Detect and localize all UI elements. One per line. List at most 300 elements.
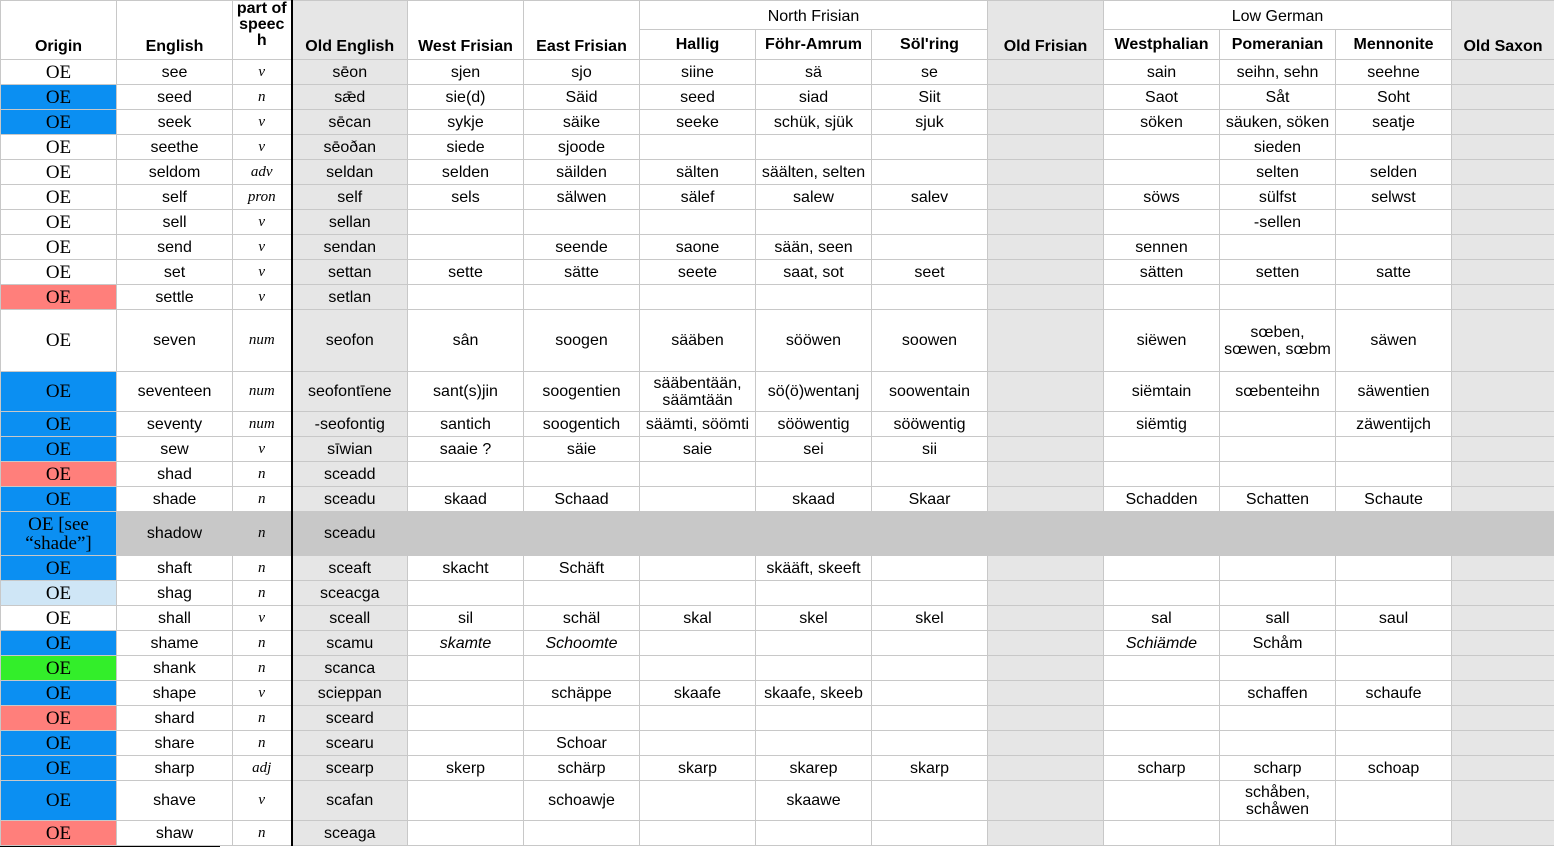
cell-mennonite[interactable] — [1336, 781, 1452, 821]
cell-westphalian[interactable]: sennen — [1104, 235, 1220, 260]
table-row[interactable] — [1, 581, 1554, 606]
cell-solring[interactable]: salev — [872, 185, 988, 210]
cell-english[interactable]: sharp — [117, 756, 233, 781]
col-pomeranian[interactable]: Pomeranian — [1220, 30, 1336, 60]
cell-old-english[interactable]: scamu — [292, 631, 408, 656]
cell-east-frisian[interactable]: sätte — [524, 260, 640, 285]
cell-westphalian[interactable]: Schiämde — [1104, 631, 1220, 656]
cell-westphalian[interactable]: siëmtig — [1104, 412, 1220, 437]
cell-east-frisian[interactable] — [524, 512, 640, 556]
cell-east-frisian[interactable] — [524, 706, 640, 731]
cell-old-saxon[interactable] — [1452, 487, 1554, 512]
cell-east-frisian[interactable] — [524, 821, 640, 846]
cell-westphalian[interactable] — [1104, 135, 1220, 160]
table-row[interactable] — [1, 731, 1554, 756]
cell-west-frisian[interactable]: saaie ? — [408, 437, 524, 462]
cell-hallig[interactable]: säämti, söömti — [640, 412, 756, 437]
cell-solring[interactable]: sjuk — [872, 110, 988, 135]
cell-english[interactable]: seed — [117, 85, 233, 110]
cell-westphalian[interactable] — [1104, 681, 1220, 706]
cell-old-frisian[interactable] — [988, 185, 1104, 210]
cell-old-saxon[interactable] — [1452, 756, 1554, 781]
cell-mennonite[interactable] — [1336, 512, 1452, 556]
cell-origin[interactable]: OE — [1, 781, 117, 821]
col-origin[interactable]: Origin — [1, 1, 117, 60]
cell-westphalian[interactable] — [1104, 556, 1220, 581]
cell-pomeranian[interactable] — [1220, 556, 1336, 581]
cell-mennonite[interactable] — [1336, 581, 1452, 606]
cell-old-english[interactable]: sceadd — [292, 462, 408, 487]
cell-old-saxon[interactable] — [1452, 210, 1554, 235]
cell-old-frisian[interactable] — [988, 60, 1104, 85]
cell-old-frisian[interactable] — [988, 135, 1104, 160]
table-row[interactable] — [1, 656, 1554, 681]
cell-origin[interactable]: OE — [1, 756, 117, 781]
cell-west-frisian[interactable]: sie(d) — [408, 85, 524, 110]
cell-pomeranian[interactable]: säuken, söken — [1220, 110, 1336, 135]
cell-hallig[interactable] — [640, 512, 756, 556]
cell-part-of-speech[interactable]: v — [233, 781, 292, 821]
cell-origin[interactable]: OE — [1, 487, 117, 512]
cell-east-frisian[interactable]: schärp — [524, 756, 640, 781]
cell-pomeranian[interactable]: sœbenteihn — [1220, 372, 1336, 412]
cell-east-frisian[interactable] — [524, 656, 640, 681]
cell-fohr-amrum[interactable] — [756, 821, 872, 846]
cell-hallig[interactable] — [640, 631, 756, 656]
cell-hallig[interactable]: saie — [640, 437, 756, 462]
cell-old-frisian[interactable] — [988, 110, 1104, 135]
table-row[interactable] — [1, 235, 1554, 260]
cell-westphalian[interactable] — [1104, 581, 1220, 606]
cell-solring[interactable] — [872, 210, 988, 235]
cell-part-of-speech[interactable]: v — [233, 285, 292, 310]
cell-part-of-speech[interactable]: n — [233, 581, 292, 606]
cell-english[interactable]: shaft — [117, 556, 233, 581]
cell-pomeranian[interactable]: Schatten — [1220, 487, 1336, 512]
cell-mennonite[interactable]: Soht — [1336, 85, 1452, 110]
table-row[interactable] — [1, 185, 1554, 210]
cell-pomeranian[interactable]: setten — [1220, 260, 1336, 285]
cell-english[interactable]: seventeen — [117, 372, 233, 412]
cell-english[interactable]: shard — [117, 706, 233, 731]
cell-english[interactable]: see — [117, 60, 233, 85]
cell-pomeranian[interactable] — [1220, 512, 1336, 556]
cell-solring[interactable]: sööwentig — [872, 412, 988, 437]
cell-east-frisian[interactable]: Schaad — [524, 487, 640, 512]
cell-solring[interactable] — [872, 706, 988, 731]
cell-origin[interactable]: OE — [1, 285, 117, 310]
cell-mennonite[interactable]: schoap — [1336, 756, 1452, 781]
cell-westphalian[interactable]: söken — [1104, 110, 1220, 135]
cell-east-frisian[interactable]: sälwen — [524, 185, 640, 210]
cell-old-frisian[interactable] — [988, 85, 1104, 110]
cell-old-saxon[interactable] — [1452, 821, 1554, 846]
cell-old-english[interactable]: sēcan — [292, 110, 408, 135]
cell-origin[interactable]: OE — [1, 437, 117, 462]
col-old-saxon[interactable]: Old Saxon — [1452, 1, 1554, 60]
cell-hallig[interactable]: skal — [640, 606, 756, 631]
cell-old-english[interactable]: sēoðan — [292, 135, 408, 160]
cell-west-frisian[interactable]: sân — [408, 310, 524, 372]
cell-west-frisian[interactable] — [408, 462, 524, 487]
col-westphalian[interactable]: Westphalian — [1104, 30, 1220, 60]
cell-pomeranian[interactable] — [1220, 706, 1336, 731]
cell-hallig[interactable]: siine — [640, 60, 756, 85]
table-row[interactable] — [1, 60, 1554, 85]
cell-old-saxon[interactable] — [1452, 135, 1554, 160]
cell-origin[interactable]: OE — [1, 310, 117, 372]
cell-old-english[interactable]: sellan — [292, 210, 408, 235]
cell-pomeranian[interactable] — [1220, 412, 1336, 437]
cell-fohr-amrum[interactable]: sö(ö)wentanj — [756, 372, 872, 412]
cell-solring[interactable]: soowen — [872, 310, 988, 372]
cell-english[interactable]: self — [117, 185, 233, 210]
cell-old-frisian[interactable] — [988, 437, 1104, 462]
cell-mennonite[interactable] — [1336, 706, 1452, 731]
cell-fohr-amrum[interactable] — [756, 656, 872, 681]
cell-westphalian[interactable]: siëmtain — [1104, 372, 1220, 412]
cell-hallig[interactable] — [640, 731, 756, 756]
cell-fohr-amrum[interactable]: salew — [756, 185, 872, 210]
cell-mennonite[interactable]: säwentien — [1336, 372, 1452, 412]
cell-mennonite[interactable]: selden — [1336, 160, 1452, 185]
cell-solring[interactable]: Siit — [872, 85, 988, 110]
cell-hallig[interactable]: sääbentään, säämtään — [640, 372, 756, 412]
cell-old-english[interactable]: scearp — [292, 756, 408, 781]
cell-east-frisian[interactable]: soogen — [524, 310, 640, 372]
table-row[interactable] — [1, 706, 1554, 731]
cell-origin[interactable]: OE — [1, 731, 117, 756]
cell-east-frisian[interactable]: soogentien — [524, 372, 640, 412]
cell-english[interactable]: shave — [117, 781, 233, 821]
cell-english[interactable]: shank — [117, 656, 233, 681]
cell-origin[interactable]: OE — [1, 821, 117, 846]
cell-east-frisian[interactable]: sjo — [524, 60, 640, 85]
cell-east-frisian[interactable]: seende — [524, 235, 640, 260]
cell-westphalian[interactable]: sätten — [1104, 260, 1220, 285]
table-row[interactable] — [1, 412, 1554, 437]
cell-fohr-amrum[interactable]: skarep — [756, 756, 872, 781]
cell-mennonite[interactable] — [1336, 821, 1452, 846]
cell-westphalian[interactable] — [1104, 706, 1220, 731]
cell-mennonite[interactable]: schaufe — [1336, 681, 1452, 706]
cell-old-saxon[interactable] — [1452, 462, 1554, 487]
table-row[interactable] — [1, 85, 1554, 110]
cell-part-of-speech[interactable]: v — [233, 606, 292, 631]
cell-english[interactable]: shade — [117, 487, 233, 512]
cell-old-frisian[interactable] — [988, 462, 1104, 487]
cell-origin[interactable]: OE — [1, 372, 117, 412]
cell-west-frisian[interactable] — [408, 512, 524, 556]
table-row[interactable] — [1, 821, 1554, 846]
cell-fohr-amrum[interactable] — [756, 135, 872, 160]
cell-part-of-speech[interactable]: n — [233, 462, 292, 487]
cell-solring[interactable] — [872, 512, 988, 556]
table-row[interactable] — [1, 437, 1554, 462]
cell-pomeranian[interactable]: scharp — [1220, 756, 1336, 781]
cell-part-of-speech[interactable]: pron — [233, 185, 292, 210]
cell-pomeranian[interactable]: sall — [1220, 606, 1336, 631]
cell-pomeranian[interactable]: sœben, sœwen, sœbm — [1220, 310, 1336, 372]
cell-part-of-speech[interactable]: adj — [233, 756, 292, 781]
col-english[interactable]: English — [117, 1, 233, 60]
cell-pomeranian[interactable] — [1220, 581, 1336, 606]
cell-part-of-speech[interactable]: n — [233, 821, 292, 846]
cell-westphalian[interactable] — [1104, 512, 1220, 556]
cell-origin[interactable]: OE — [1, 260, 117, 285]
cell-pomeranian[interactable] — [1220, 437, 1336, 462]
table-row[interactable] — [1, 310, 1554, 372]
cell-old-frisian[interactable] — [988, 372, 1104, 412]
cell-old-english[interactable]: settan — [292, 260, 408, 285]
cell-mennonite[interactable] — [1336, 235, 1452, 260]
cell-mennonite[interactable]: säwen — [1336, 310, 1452, 372]
cell-hallig[interactable]: seete — [640, 260, 756, 285]
cell-part-of-speech[interactable]: v — [233, 235, 292, 260]
cell-west-frisian[interactable]: selden — [408, 160, 524, 185]
cell-east-frisian[interactable]: schoawje — [524, 781, 640, 821]
cell-origin[interactable]: OE — [1, 135, 117, 160]
cell-fohr-amrum[interactable]: siad — [756, 85, 872, 110]
cell-english[interactable]: seventy — [117, 412, 233, 437]
cell-westphalian[interactable]: Saot — [1104, 85, 1220, 110]
cell-east-frisian[interactable]: säilden — [524, 160, 640, 185]
cell-west-frisian[interactable]: skacht — [408, 556, 524, 581]
cell-west-frisian[interactable]: sjen — [408, 60, 524, 85]
cell-hallig[interactable] — [640, 487, 756, 512]
cell-solring[interactable] — [872, 556, 988, 581]
cell-east-frisian[interactable]: säie — [524, 437, 640, 462]
cell-west-frisian[interactable] — [408, 706, 524, 731]
cell-west-frisian[interactable]: skaad — [408, 487, 524, 512]
table-row[interactable] — [1, 135, 1554, 160]
cell-old-frisian[interactable] — [988, 731, 1104, 756]
cell-fohr-amrum[interactable] — [756, 210, 872, 235]
cell-old-saxon[interactable] — [1452, 372, 1554, 412]
cell-hallig[interactable] — [640, 781, 756, 821]
cell-west-frisian[interactable]: sil — [408, 606, 524, 631]
cell-old-english[interactable]: -seofontig — [292, 412, 408, 437]
cell-english[interactable]: seek — [117, 110, 233, 135]
table-row[interactable] — [1, 462, 1554, 487]
cell-old-frisian[interactable] — [988, 631, 1104, 656]
cell-english[interactable]: shall — [117, 606, 233, 631]
cell-west-frisian[interactable] — [408, 731, 524, 756]
cell-english[interactable]: share — [117, 731, 233, 756]
cell-old-frisian[interactable] — [988, 285, 1104, 310]
cell-west-frisian[interactable] — [408, 681, 524, 706]
col-part-of-speech[interactable]: part of speec h — [233, 1, 292, 60]
cell-west-frisian[interactable] — [408, 285, 524, 310]
cell-old-english[interactable]: sīwian — [292, 437, 408, 462]
cell-fohr-amrum[interactable] — [756, 706, 872, 731]
cell-part-of-speech[interactable]: v — [233, 437, 292, 462]
cell-part-of-speech[interactable]: n — [233, 512, 292, 556]
cell-english[interactable]: shame — [117, 631, 233, 656]
cell-hallig[interactable] — [640, 285, 756, 310]
cell-origin[interactable]: OE — [1, 581, 117, 606]
cell-old-saxon[interactable] — [1452, 185, 1554, 210]
cell-fohr-amrum[interactable]: sei — [756, 437, 872, 462]
cell-west-frisian[interactable] — [408, 210, 524, 235]
cell-old-english[interactable]: sceall — [292, 606, 408, 631]
cell-origin[interactable]: OE — [1, 606, 117, 631]
cell-old-saxon[interactable] — [1452, 110, 1554, 135]
cell-solring[interactable] — [872, 581, 988, 606]
col-west-frisian[interactable]: West Frisian — [408, 1, 524, 60]
table-row[interactable] — [1, 631, 1554, 656]
cell-solring[interactable]: seet — [872, 260, 988, 285]
cell-east-frisian[interactable]: Schoomte — [524, 631, 640, 656]
cell-hallig[interactable] — [640, 462, 756, 487]
cell-westphalian[interactable] — [1104, 781, 1220, 821]
cell-west-frisian[interactable] — [408, 781, 524, 821]
cell-fohr-amrum[interactable]: sään, seen — [756, 235, 872, 260]
cell-part-of-speech[interactable]: v — [233, 110, 292, 135]
cell-old-english[interactable]: seofontīene — [292, 372, 408, 412]
table-row[interactable] — [1, 487, 1554, 512]
cell-fohr-amrum[interactable]: saat, sot — [756, 260, 872, 285]
table-row[interactable] — [1, 285, 1554, 310]
cell-fohr-amrum[interactable] — [756, 631, 872, 656]
cell-east-frisian[interactable]: Schäft — [524, 556, 640, 581]
cell-hallig[interactable] — [640, 135, 756, 160]
cell-mennonite[interactable] — [1336, 462, 1452, 487]
cell-fohr-amrum[interactable] — [756, 462, 872, 487]
cell-old-frisian[interactable] — [988, 781, 1104, 821]
cell-old-english[interactable]: sendan — [292, 235, 408, 260]
cell-westphalian[interactable] — [1104, 731, 1220, 756]
cell-english[interactable]: shad — [117, 462, 233, 487]
cell-east-frisian[interactable] — [524, 285, 640, 310]
cell-english[interactable]: shape — [117, 681, 233, 706]
cell-fohr-amrum[interactable]: skaafe, skeeb — [756, 681, 872, 706]
cell-west-frisian[interactable]: sant(s)jin — [408, 372, 524, 412]
cell-old-english[interactable]: setlan — [292, 285, 408, 310]
cell-origin[interactable]: OE — [1, 706, 117, 731]
cell-mennonite[interactable]: seehne — [1336, 60, 1452, 85]
cell-old-english[interactable]: scearu — [292, 731, 408, 756]
cell-old-english[interactable]: sceaft — [292, 556, 408, 581]
cell-old-saxon[interactable] — [1452, 60, 1554, 85]
cell-english[interactable]: shadow — [117, 512, 233, 556]
cell-old-english[interactable]: scieppan — [292, 681, 408, 706]
cell-solring[interactable] — [872, 731, 988, 756]
cell-pomeranian[interactable]: -sellen — [1220, 210, 1336, 235]
cell-west-frisian[interactable] — [408, 656, 524, 681]
cell-pomeranian[interactable]: Såt — [1220, 85, 1336, 110]
cell-solring[interactable]: soowentain — [872, 372, 988, 412]
cell-part-of-speech[interactable]: n — [233, 706, 292, 731]
cell-solring[interactable]: sii — [872, 437, 988, 462]
cell-fohr-amrum[interactable]: skaad — [756, 487, 872, 512]
cell-old-saxon[interactable] — [1452, 85, 1554, 110]
cell-west-frisian[interactable]: siede — [408, 135, 524, 160]
cell-pomeranian[interactable] — [1220, 462, 1336, 487]
cell-old-saxon[interactable] — [1452, 631, 1554, 656]
cell-westphalian[interactable]: Schadden — [1104, 487, 1220, 512]
cell-east-frisian[interactable]: Säid — [524, 85, 640, 110]
cell-origin[interactable]: OE — [1, 235, 117, 260]
cell-westphalian[interactable] — [1104, 437, 1220, 462]
cell-fohr-amrum[interactable]: sööwen — [756, 310, 872, 372]
cell-part-of-speech[interactable]: n — [233, 556, 292, 581]
cell-old-saxon[interactable] — [1452, 285, 1554, 310]
cell-westphalian[interactable]: scharp — [1104, 756, 1220, 781]
cell-east-frisian[interactable]: schäl — [524, 606, 640, 631]
cell-hallig[interactable]: saone — [640, 235, 756, 260]
cell-old-english[interactable]: seofon — [292, 310, 408, 372]
cell-west-frisian[interactable]: sykje — [408, 110, 524, 135]
cell-fohr-amrum[interactable]: schük, sjük — [756, 110, 872, 135]
col-fohr-amrum[interactable]: Föhr-Amrum — [756, 30, 872, 60]
cell-part-of-speech[interactable]: v — [233, 210, 292, 235]
cell-old-frisian[interactable] — [988, 606, 1104, 631]
cell-fohr-amrum[interactable]: säälten, selten — [756, 160, 872, 185]
cell-old-english[interactable]: sceadu — [292, 487, 408, 512]
cell-english[interactable]: seven — [117, 310, 233, 372]
cell-english[interactable]: seethe — [117, 135, 233, 160]
cell-mennonite[interactable]: seatje — [1336, 110, 1452, 135]
cell-old-english[interactable]: sēon — [292, 60, 408, 85]
cell-solring[interactable] — [872, 160, 988, 185]
cell-hallig[interactable] — [640, 556, 756, 581]
cell-origin[interactable]: OE — [1, 656, 117, 681]
cell-westphalian[interactable] — [1104, 656, 1220, 681]
cell-old-frisian[interactable] — [988, 310, 1104, 372]
cell-hallig[interactable]: skarp — [640, 756, 756, 781]
cell-hallig[interactable]: seeke — [640, 110, 756, 135]
cell-english[interactable]: shag — [117, 581, 233, 606]
cell-origin[interactable]: OE — [1, 681, 117, 706]
cell-pomeranian[interactable]: selten — [1220, 160, 1336, 185]
cell-old-frisian[interactable] — [988, 706, 1104, 731]
cell-old-english[interactable]: sceacga — [292, 581, 408, 606]
cell-mennonite[interactable] — [1336, 437, 1452, 462]
cell-westphalian[interactable] — [1104, 160, 1220, 185]
table-row[interactable] — [1, 260, 1554, 285]
cell-solring[interactable]: skel — [872, 606, 988, 631]
cell-old-english[interactable]: scafan — [292, 781, 408, 821]
cell-mennonite[interactable] — [1336, 731, 1452, 756]
cell-pomeranian[interactable] — [1220, 731, 1336, 756]
cell-hallig[interactable] — [640, 581, 756, 606]
cell-solring[interactable] — [872, 821, 988, 846]
cell-old-frisian[interactable] — [988, 821, 1104, 846]
cell-pomeranian[interactable]: schaffen — [1220, 681, 1336, 706]
table-row[interactable] — [1, 756, 1554, 781]
cell-fohr-amrum[interactable] — [756, 512, 872, 556]
cell-westphalian[interactable]: sal — [1104, 606, 1220, 631]
cell-westphalian[interactable] — [1104, 210, 1220, 235]
cell-origin[interactable]: OE — [1, 160, 117, 185]
cell-old-english[interactable]: self — [292, 185, 408, 210]
cell-pomeranian[interactable] — [1220, 821, 1336, 846]
cell-old-saxon[interactable] — [1452, 606, 1554, 631]
cell-east-frisian[interactable]: säike — [524, 110, 640, 135]
cell-west-frisian[interactable] — [408, 581, 524, 606]
cell-hallig[interactable]: seed — [640, 85, 756, 110]
cell-old-saxon[interactable] — [1452, 437, 1554, 462]
cell-westphalian[interactable] — [1104, 285, 1220, 310]
table-row[interactable] — [1, 210, 1554, 235]
cell-part-of-speech[interactable]: v — [233, 135, 292, 160]
cell-english[interactable]: set — [117, 260, 233, 285]
cell-origin[interactable]: OE — [1, 462, 117, 487]
cell-old-english[interactable]: scanca — [292, 656, 408, 681]
cell-solring[interactable] — [872, 235, 988, 260]
cell-east-frisian[interactable] — [524, 210, 640, 235]
